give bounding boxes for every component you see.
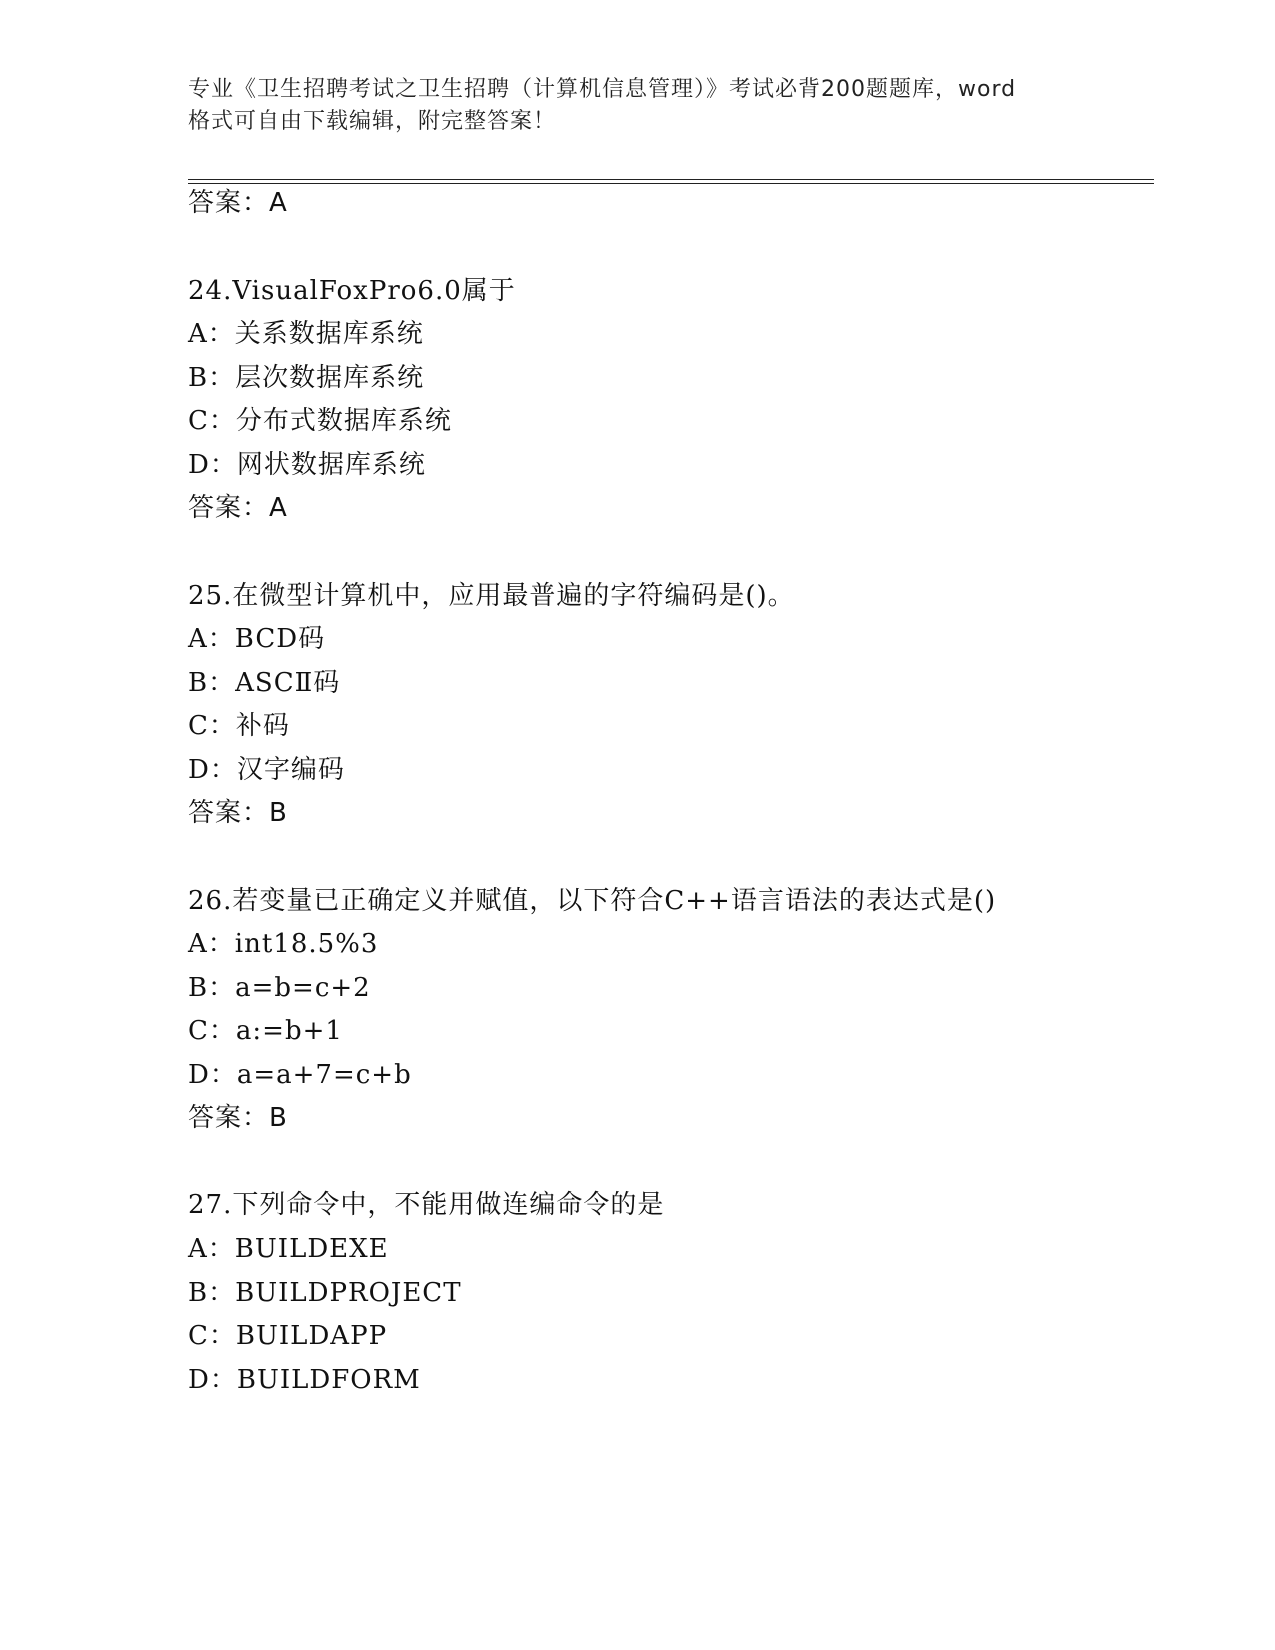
question-24-option-d: D：网状数据库系统 — [188, 450, 426, 480]
question-26-option-d: D：a=a+7=c+b — [188, 1060, 412, 1090]
question-26-option-c: C：a:=b+1 — [188, 1016, 343, 1046]
header-rule-top — [188, 179, 1154, 180]
question-27-option-a: A：BUILDEXE — [188, 1234, 389, 1264]
question-25-option-c: C：补码 — [188, 711, 290, 741]
question-25-answer: 答案：B — [188, 798, 288, 828]
document-header — [188, 74, 1088, 138]
question-26-stem: 26.若变量已正确定义并赋值，以下符合C++语言语法的表达式是() — [188, 886, 997, 916]
question-25-stem: 25.在微型计算机中，应用最普遍的字符编码是()。 — [188, 581, 795, 611]
question-27-stem: 27.下列命令中，不能用做连编命令的是 — [188, 1190, 665, 1220]
question-25-option-d: D：汉字编码 — [188, 755, 345, 785]
question-27-option-c: C：BUILDAPP — [188, 1321, 388, 1351]
question-26-answer: 答案：B — [188, 1103, 288, 1133]
question-24-option-c: C：分布式数据库系统 — [188, 406, 452, 436]
question-25-option-a: A：BCD码 — [188, 624, 326, 654]
header-line-2: 格式可自由下载编辑，附完整答案！ — [188, 109, 557, 134]
question-24-answer: 答案：A — [188, 493, 288, 523]
header-rule-bottom — [188, 183, 1154, 184]
question-27-option-b: B：BUILDPROJECT — [188, 1278, 462, 1308]
question-25-option-b: B：ASCⅡ码 — [188, 668, 341, 698]
question-26-option-a: A：int18.5%3 — [188, 929, 379, 959]
header-line-1: 专业《卫生招聘考试之卫生招聘（计算机信息管理）》考试必背200题题库，word — [188, 77, 1017, 102]
question-27-option-d: D：BUILDFORM — [188, 1365, 421, 1395]
question-26-option-b: B：a=b=c+2 — [188, 973, 371, 1003]
answer-line: 答案：A — [188, 188, 288, 218]
question-24-option-a: A：关系数据库系统 — [188, 319, 424, 349]
question-24-stem: 24.VisualFoxPro6.0属于 — [188, 276, 516, 306]
question-24-option-b: B：层次数据库系统 — [188, 363, 425, 393]
